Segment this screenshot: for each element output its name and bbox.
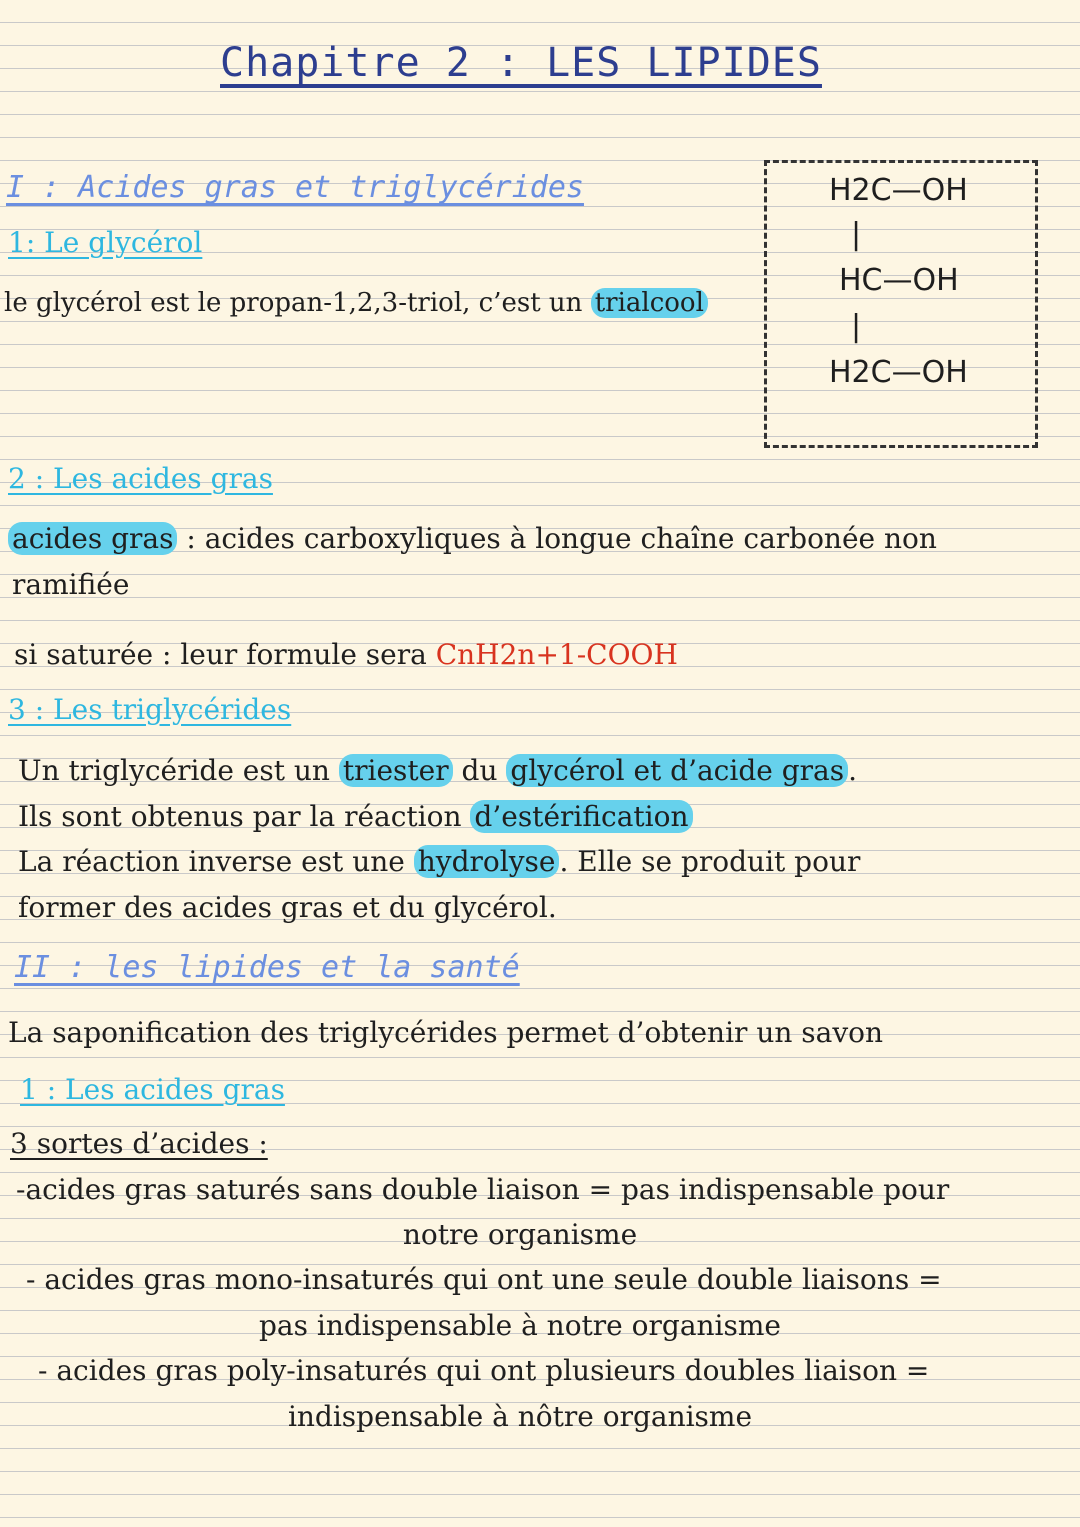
saturated-formula: CnH2n+1-COOH [435,638,678,671]
fatty-acids-def-line1: : acides carboxyliques à longue chaîne carbonée non [177,522,937,555]
triglyceride-text-b: du [452,754,507,787]
section2-fatty-acids-heading: 1 : Les acides gras [20,1073,285,1106]
triglyceride-line-1 [18,754,857,787]
mono-item-line2: pas indispensable à notre organisme [259,1309,781,1342]
glycerol-acid-highlight: glycérol et d’acide gras [506,754,848,787]
page-title: Chapitre 2 : LES LIPIDES [220,40,822,86]
triglycerides-heading: 3 : Les triglycérides [8,693,292,726]
formula-bond-1: | [851,217,862,252]
hydrolysis-text-b: . Elle se produit pour [559,845,861,878]
section1-heading: I : Acides gras et triglycérides [6,170,584,205]
triglyceride-line-3 [18,845,860,878]
esterification-highlight: d’estérification [470,800,692,833]
saturated-formula-line [14,638,678,671]
hydrolysis-text-a: La réaction inverse est une [18,845,414,878]
mono-item-line1: - acides gras mono-insaturés qui ont une seule double liaisons = [26,1263,942,1296]
saturated-item-line2: notre organisme [402,1218,638,1251]
saturated-text: si saturée : leur formule sera [14,638,436,671]
triglyceride-line-2 [18,800,693,833]
trialcool-highlight: trialcool [591,288,708,318]
fatty-acids-heading: 2 : Les acides gras [8,462,273,495]
formula-line-1: H2C—OH [829,173,968,208]
poly-item-line1: - acides gras poly-insaturés qui ont plusieurs doubles liaison = [38,1354,930,1387]
glycerol-text: le glycérol est le propan-1,2,3-triol, c’est un [4,288,591,318]
fatty-acids-term: acides gras [8,522,177,555]
fatty-acids-def-line2: ramifiée [12,568,130,601]
triglyceride-line-4: former des acides gras et du glycérol. [18,891,557,924]
fatty-acids-definition [8,522,937,555]
triglyceride-text-c: . [848,754,857,787]
section2-heading: II : les lipides et la santé [14,950,520,985]
acid-types-label: 3 sortes d’acides : [10,1127,268,1160]
poly-item-line2: indispensable à nôtre organisme [287,1400,753,1433]
saturated-item-line1: -acides gras saturés sans double liaison = pas indispensable pour [16,1173,950,1206]
formula-bond-2: | [851,309,862,344]
glycerol-heading: 1: Le glycérol [8,226,203,259]
hydrolysis-highlight: hydrolyse [414,845,560,878]
esterification-text: Ils sont obtenus par la réaction [18,800,471,833]
triester-highlight: triester [339,754,453,787]
saponification-text: La saponification des triglycérides permet d’obtenir un savon [8,1016,884,1049]
glycerol-formula-box [764,160,1038,448]
formula-line-3: H2C—OH [829,355,968,390]
glycerol-definition [4,288,708,318]
triglyceride-text-a: Un triglycéride est un [18,754,339,787]
formula-line-2: HC—OH [839,263,959,298]
